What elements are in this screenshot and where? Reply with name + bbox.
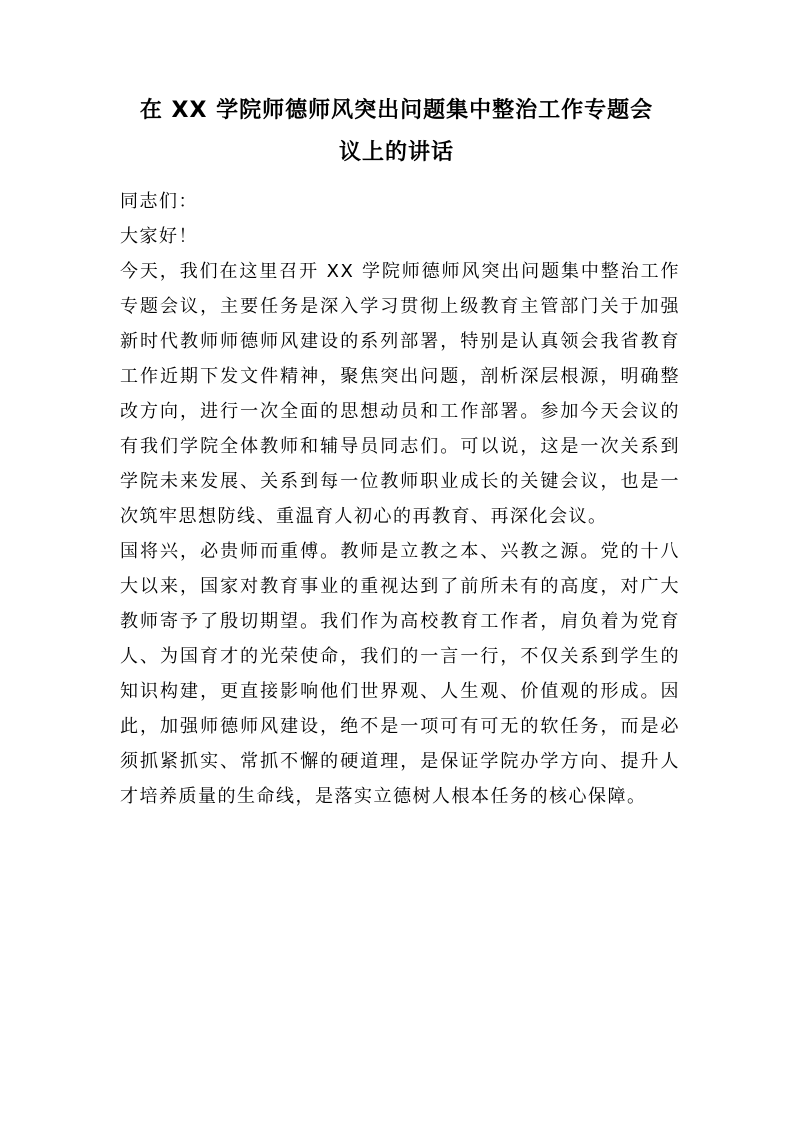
document-title	[120, 96, 673, 168]
body-paragraph-1: 今天，我们在这里召开 XX 学院师德师风突出问题集中整治工作专题会议，主要任务是深入学习贯彻上级教育主管部门关于加强新时代教师师德师风建设的系列部署，特别是认真领会我省教育工作近期下发文件精神，聚焦突出问题，剖析深层根源，明确整改方向，进行一次全面的思想动员和工作部署。参加今天会议的有我们学院全体教师和辅导员同志们。可以说，这是一次关系到学院未来发展、关系到每一位教师职业成长的关键会议，也是一次筑牢思想防线、重温育人初心的再教育、再深化会议。	[120, 261, 680, 527]
greeting-comrades: 同志们：	[120, 191, 198, 212]
greeting-hello: 大家好！	[120, 226, 198, 247]
document-body	[120, 184, 680, 814]
body-paragraph-2: 国将兴，必贵师而重傅。教师是立教之本、兴教之源。党的十八大以来，国家对教育事业的重视达到了前所未有的高度，对广大教师寄予了殷切期望。我们作为高校教育工作者，肩负着为党育人、为国育才的光荣使命，我们的一言一行，不仅关系到学生的知识构建，更直接影响他们世界观、人生观、价值观的形成。因此，加强师德师风建设，绝不是一项可有可无的软任务，而是必须抓紧抓实、常抓不懈的硬道理，是保证学院办学方向、提升人才培养质量的生命线，是落实立德树人根本任务的核心保障。	[120, 541, 680, 807]
title-line-1: 在 XX 学院师德师风突出问题集中整治工作专题会	[139, 98, 654, 123]
title-line-2: 议上的讲话	[338, 140, 454, 165]
